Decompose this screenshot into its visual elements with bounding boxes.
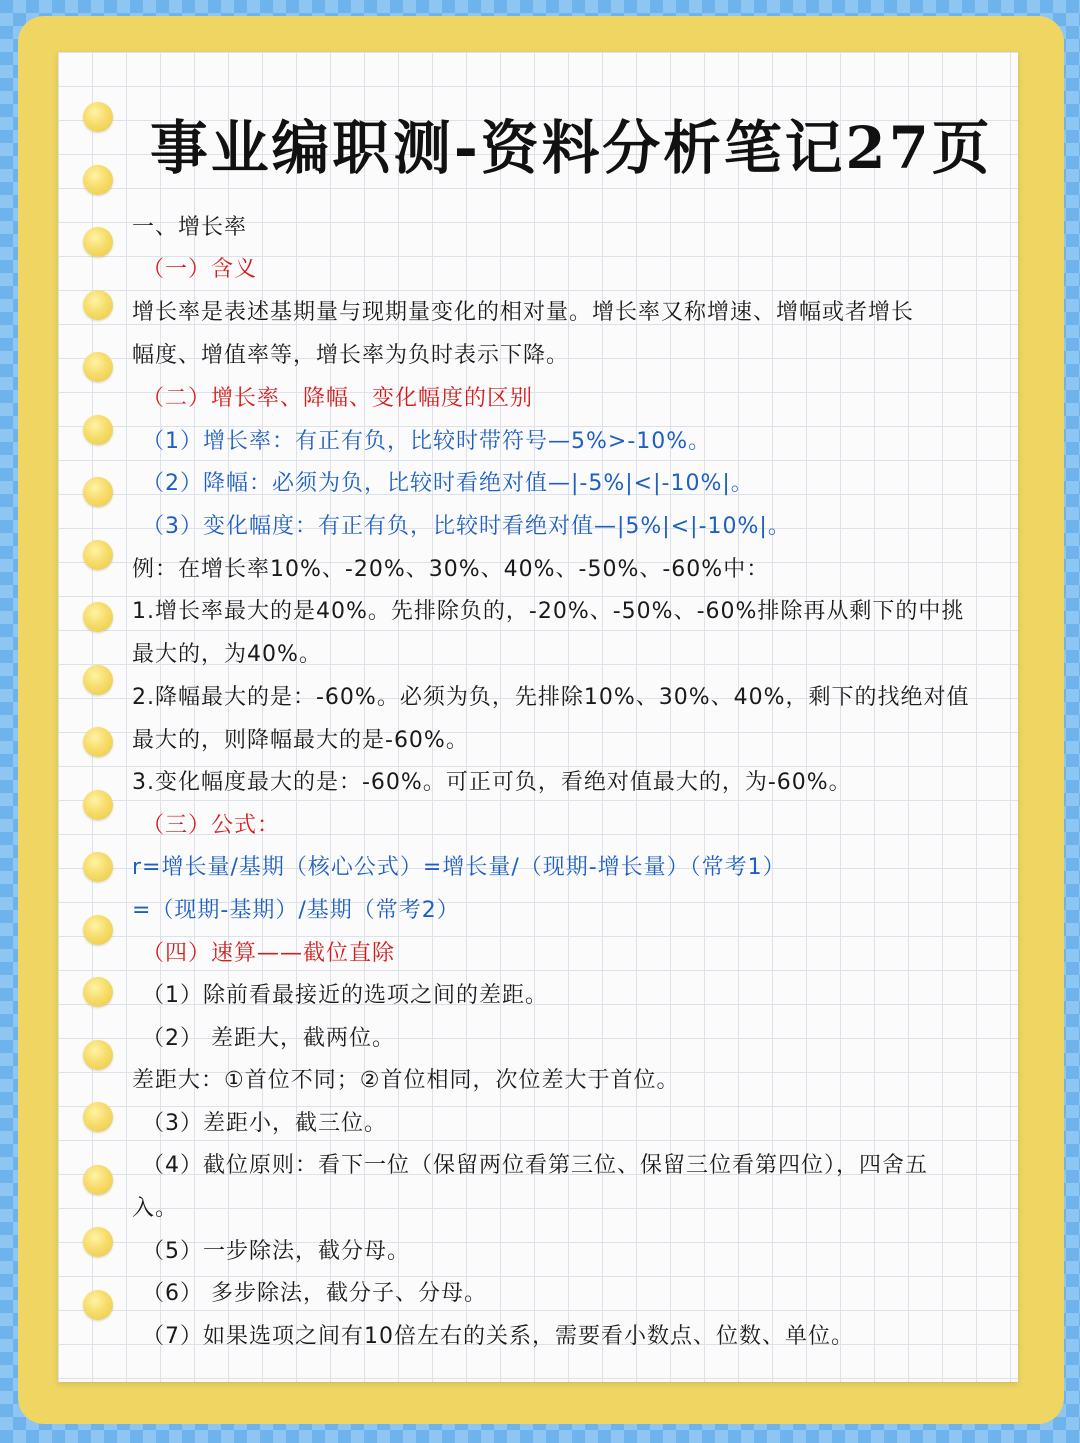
quick-calc-note: 差距大：①首位不同；②首位相同，次位差大于首位。 bbox=[132, 1068, 680, 1093]
quick-calc-item: （3）差距小，截三位。 bbox=[142, 1111, 387, 1136]
binder-ring bbox=[83, 1165, 113, 1195]
subheading-meaning: （一）含义 bbox=[142, 257, 258, 282]
binder-ring bbox=[83, 352, 113, 382]
paragraph-line: 增长率是表述基期量与现期量变化的相对量。增长率又称增速、增幅或者增长 bbox=[132, 300, 915, 325]
binder-ring bbox=[83, 227, 113, 257]
binder-ring bbox=[83, 727, 113, 757]
paragraph-line: 幅度、增值率等，增长率为负时表示下降。 bbox=[132, 343, 570, 368]
example-answer: 最大的，为40%。 bbox=[132, 642, 322, 667]
quick-calc-item: （4）截位原则：看下一位（保留两位看第三位、保留三位看第四位），四舍五 bbox=[142, 1153, 928, 1178]
example-answer: 3.变化幅度最大的是：-60%。可正可负，看绝对值最大的，为-60%。 bbox=[132, 770, 852, 795]
binder-ring bbox=[83, 165, 113, 195]
example-line: 例：在增长率10%、-20%、30%、40%、-50%、-60%中： bbox=[132, 557, 770, 582]
binder-ring bbox=[83, 477, 113, 507]
example-answer: 2.降幅最大的是：-60%。必须为负，先排除10%、30%、40%，剩下的找绝对值 bbox=[132, 685, 970, 710]
page-title: 事业编职测-资料分析笔记27页 bbox=[150, 114, 993, 182]
binder-ring bbox=[83, 1102, 113, 1132]
binder-ring bbox=[83, 1290, 113, 1320]
quick-calc-item: （1）除前看最接近的选项之间的差距。 bbox=[142, 983, 548, 1008]
binder-ring bbox=[83, 602, 113, 632]
quick-calc-item: （5）一步除法，截分母。 bbox=[142, 1239, 410, 1264]
binder-ring bbox=[83, 790, 113, 820]
subheading-difference: （二）增长率、降幅、变化幅度的区别 bbox=[142, 386, 534, 411]
subheading-formula: （三）公式： bbox=[142, 813, 281, 838]
binder-ring bbox=[83, 915, 113, 945]
example-answer: 1.增长率最大的是40%。先排除负的，-20%、-50%、-60%排除再从剩下的中挑 bbox=[132, 599, 965, 624]
quick-calc-item: （2） 差距大，截两位。 bbox=[142, 1026, 395, 1051]
subheading-quick-calc: （四）速算——截位直除 bbox=[142, 941, 396, 966]
binder-ring bbox=[83, 665, 113, 695]
binder-ring bbox=[83, 540, 113, 570]
binder-ring bbox=[83, 290, 113, 320]
binder-ring bbox=[83, 415, 113, 445]
grid-paper-sheet bbox=[58, 52, 1018, 1382]
formula-line: r=增长量/基期（核心公式）=增长量/（现期-增长量）（常考1） bbox=[132, 855, 786, 880]
difference-item: （2）降幅：必须为负，比较时看绝对值—|-5%|<|-10%|。 bbox=[142, 471, 754, 496]
binder-ring bbox=[83, 1040, 113, 1070]
binder-ring bbox=[83, 852, 113, 882]
quick-calc-item: 入。 bbox=[132, 1196, 179, 1221]
quick-calc-item: （7）如果选项之间有10倍左右的关系，需要看小数点、位数、单位。 bbox=[142, 1324, 854, 1349]
difference-item: （1）增长率：有正有负，比较时带符号—5%>-10%。 bbox=[142, 429, 712, 454]
binder-ring bbox=[83, 1227, 113, 1257]
difference-item: （3）变化幅度：有正有负，比较时看绝对值—|5%|<|-10%|。 bbox=[142, 514, 791, 539]
binder-ring bbox=[83, 977, 113, 1007]
binder-ring bbox=[83, 102, 113, 132]
section-heading: 一、增长率 bbox=[132, 215, 248, 240]
example-answer: 最大的，则降幅最大的是-60%。 bbox=[132, 728, 469, 753]
formula-line: =（现期-基期）/基期（常考2） bbox=[132, 898, 460, 923]
quick-calc-item: （6） 多步除法，截分子、分母。 bbox=[142, 1281, 487, 1306]
